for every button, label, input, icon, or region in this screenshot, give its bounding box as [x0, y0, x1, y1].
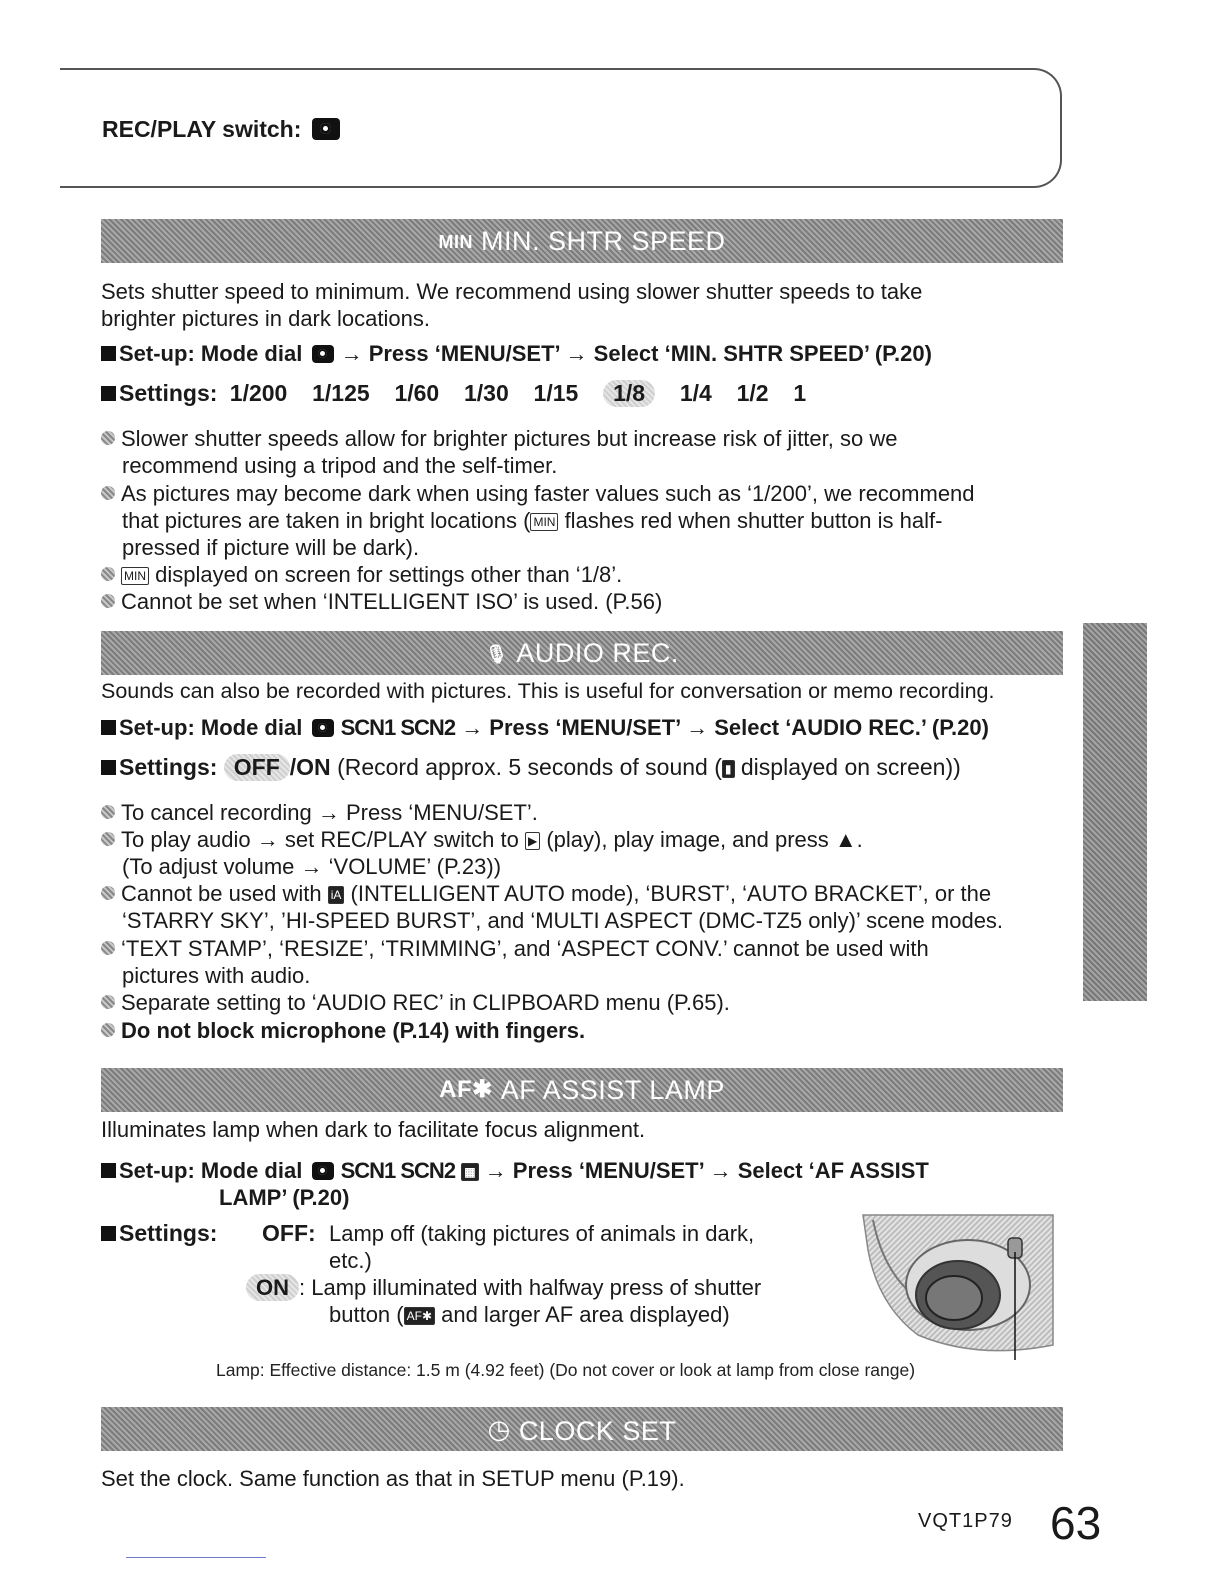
selected-setting: OFF — [224, 754, 290, 781]
min-shtr-setup: Set-up: Mode dial → Press ‘MENU/SET’ → Select ‘MIN. SHTR SPEED’ (P.20) — [101, 340, 932, 367]
audio-note-4: ‘TEXT STAMP’, ‘RESIZE’, ‘TRIMMING’, and ‘ASPECT CONV.’ cannot be used with pictures with audio. — [101, 935, 929, 989]
min-shtr-note-3: MIN displayed on screen for settings other than ‘1/8’. — [101, 561, 622, 588]
audio-settings: Settings: OFF /ON (Record approx. 5 seconds of sound ( ▮ displayed on screen)) — [101, 754, 961, 781]
af-assist-icon: AF✱ — [439, 1076, 493, 1103]
af-on-text2: button ( AF✱ and larger AF area displayed) — [329, 1302, 730, 1327]
lamp-note: Lamp: Effective distance: 1.5 m (4.92 feet) (Do not cover or look at lamp from close range) — [216, 1360, 916, 1380]
min-shutter-icon: MIN — [438, 232, 473, 252]
audio-setup: Set-up: Mode dial SCN1 SCN2 → Press ‘MENU/SET’ → Select ‘AUDIO REC.’ (P.20) — [101, 714, 989, 741]
af-setup-cont: LAMP’ (P.20) — [219, 1185, 350, 1210]
camera-icon — [312, 1162, 334, 1180]
square-bullet-icon — [101, 346, 116, 361]
play-icon: ▶ — [525, 832, 540, 850]
min-shtr-banner: MIN MIN. SHTR SPEED — [101, 219, 1063, 263]
side-tab — [1083, 623, 1147, 1001]
camera-lamp-illustration — [858, 1210, 1058, 1360]
af-off-label: OFF: — [262, 1220, 316, 1246]
bullet-icon — [101, 1023, 115, 1037]
rec-play-label: REC/PLAY switch: — [102, 116, 340, 143]
audio-rec-banner: 🎙 AUDIO REC. — [101, 631, 1063, 675]
bullet-icon — [101, 886, 115, 900]
audio-note-5: Separate setting to ‘AUDIO REC’ in CLIPBOARD menu (P.65). — [101, 989, 730, 1016]
clock-set-banner: ◷ CLOCK SET — [101, 1407, 1063, 1451]
bullet-icon — [101, 995, 115, 1009]
audio-note-2: To play audio → set REC/PLAY switch to ▶ (play), play image, and press ▲. (To adjust volume → ‘VOLUME’ (P.23)) — [101, 826, 863, 880]
clock-desc: Set the clock. Same function as that in SETUP menu (P.19). — [101, 1466, 685, 1491]
min-shutter-icon: MIN — [530, 513, 558, 531]
movie-icon: ▦ — [461, 1163, 478, 1181]
af-off-text: Lamp off (taking pictures of animals in dark, etc.) — [329, 1221, 755, 1273]
af-settings-label: Settings: — [101, 1220, 217, 1247]
bullet-icon — [101, 486, 115, 500]
af-desc: Illuminates lamp when dark to facilitate focus alignment. — [101, 1117, 646, 1142]
min-shtr-note-1: Slower shutter speeds allow for brighter pictures but increase risk of jitter, so we recommend using a tripod and the self-timer. — [101, 425, 897, 479]
af-assist-icon: AF✱ — [404, 1307, 435, 1325]
square-bullet-icon — [101, 1226, 116, 1241]
rec-play-box — [60, 68, 1062, 188]
bullet-icon — [101, 941, 115, 955]
square-bullet-icon — [101, 720, 116, 735]
af-assist-banner: AF✱ AF ASSIST LAMP — [101, 1068, 1063, 1112]
audio-note-6: Do not block microphone (P.14) with fingers. — [101, 1017, 585, 1044]
selected-setting: 1/8 — [603, 380, 655, 407]
min-shutter-icon: MIN — [121, 567, 149, 585]
audio-note-3: Cannot be used with iA (INTELLIGENT AUTO mode), ‘BURST’, ‘AUTO BRACKET’, or the ‘STARRY SKY’, ’HI-SPEED BURST’, and ‘MULTI ASPECT (DMC-TZ5 only)’ scene modes. — [101, 880, 1003, 934]
bullet-icon — [101, 567, 115, 581]
intelligent-auto-icon: iA — [328, 886, 345, 904]
square-bullet-icon — [101, 1163, 116, 1178]
min-shtr-desc: Sets shutter speed to minimum. We recommend using slower shutter speeds to take brighter pictures in dark locations. — [101, 279, 923, 331]
page-number: 63 — [1050, 1497, 1102, 1549]
min-shtr-note-4: Cannot be set when ‘INTELLIGENT ISO’ is used. (P.56) — [101, 588, 662, 615]
min-shtr-settings: Settings: 1/200 1/125 1/60 1/30 1/15 1/8 1/4 1/2 1 — [101, 380, 806, 407]
bullet-icon — [101, 832, 115, 846]
camera-icon — [312, 345, 334, 363]
bullet-icon — [101, 805, 115, 819]
audio-note-1: To cancel recording → Press ‘MENU/SET’. — [101, 799, 538, 826]
footer-rule — [126, 1557, 266, 1558]
square-bullet-icon — [101, 386, 116, 401]
bullet-icon — [101, 594, 115, 608]
audio-icon: ▮ — [722, 760, 735, 778]
min-shtr-note-2: As pictures may become dark when using faster values such as ‘1/200’, we recommend that pictures are taken in bright locations ( MIN flashes red when shutter button is half- pressed if picture will be dark). — [101, 480, 975, 561]
clock-icon: ◷ — [487, 1414, 511, 1444]
camera-icon — [312, 719, 334, 737]
bullet-icon — [101, 431, 115, 445]
microphone-icon: 🎙 — [485, 644, 509, 664]
camera-icon — [312, 118, 340, 140]
document-code: VQT1P79 — [918, 1510, 1013, 1532]
selected-setting: ON — [246, 1274, 299, 1301]
audio-desc: Sounds can also be recorded with pictures. This is useful for conversation or memo recording. — [101, 679, 995, 703]
af-on-row: ON : Lamp illuminated with halfway press of shutter — [246, 1274, 761, 1301]
square-bullet-icon — [101, 760, 116, 775]
af-setup: Set-up: Mode dial SCN1 SCN2 ▦ → Press ‘MENU/SET’ → Select ‘AF ASSIST — [101, 1157, 929, 1184]
